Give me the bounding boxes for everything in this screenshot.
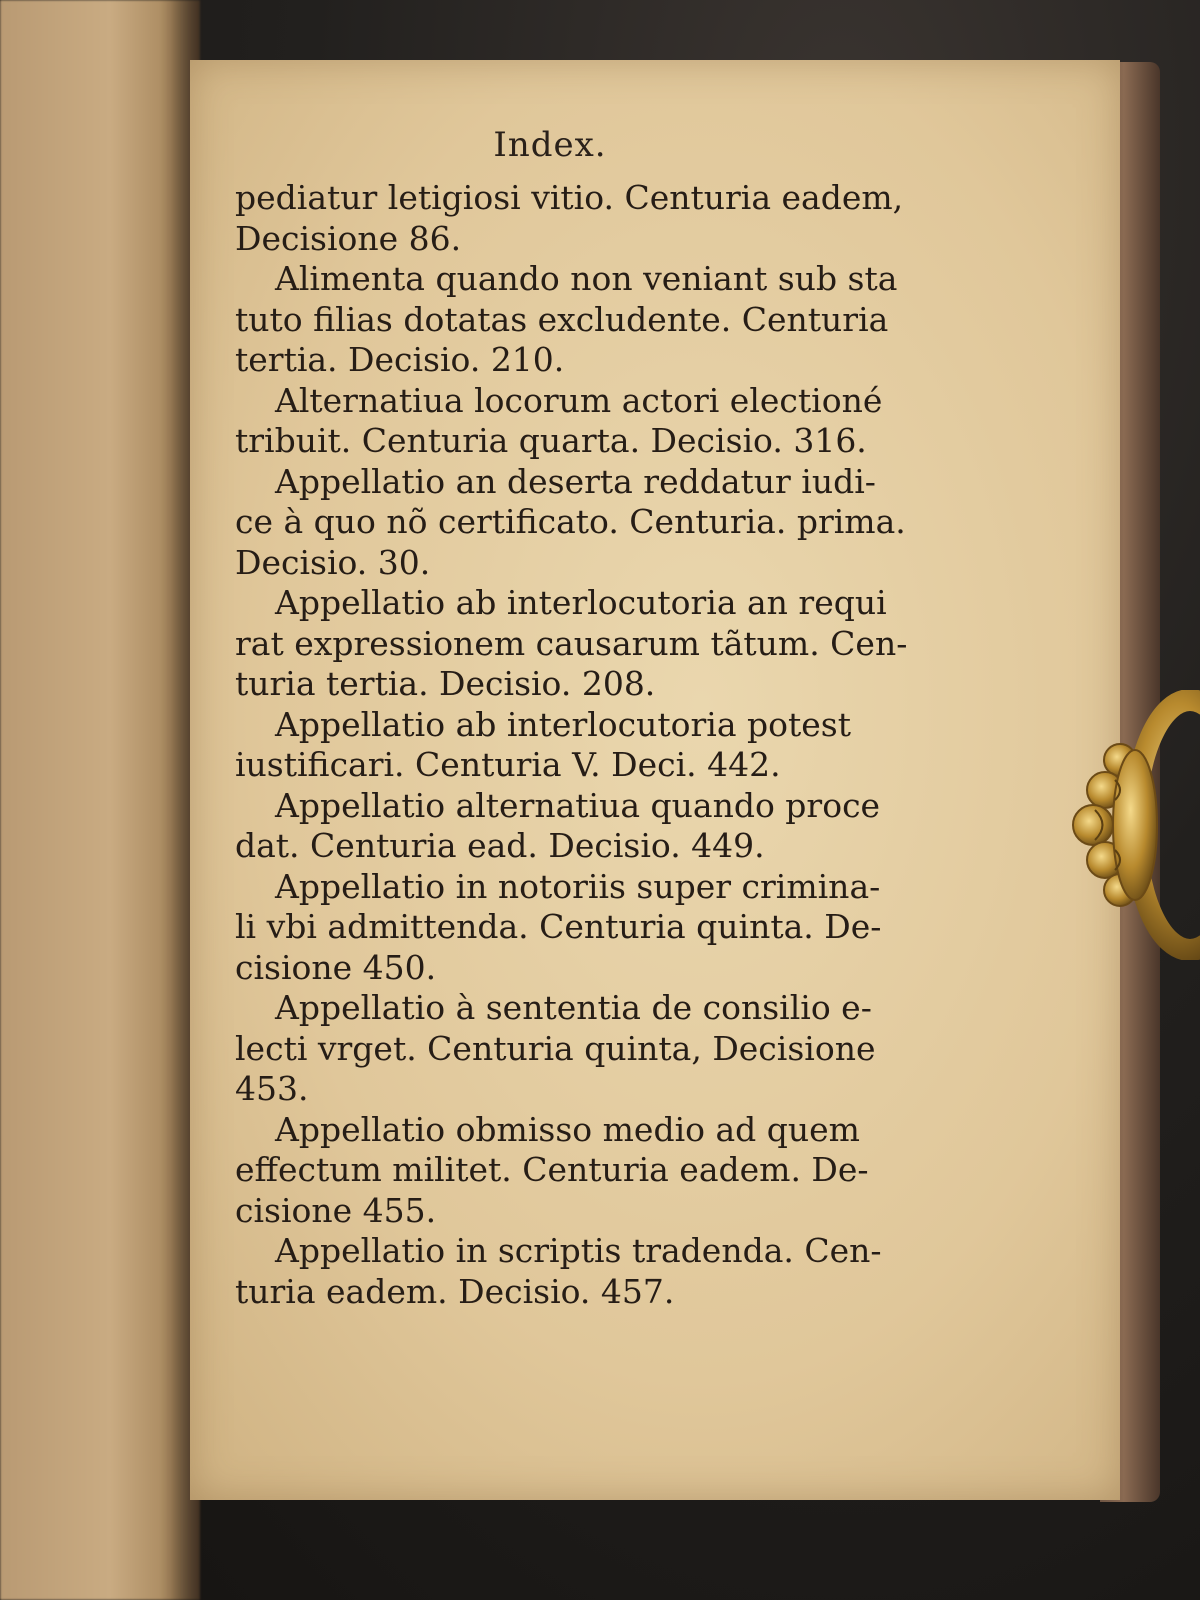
index-line: lecti vrget. Centuria quinta, Decisione — [235, 1028, 876, 1068]
index-line: Decisione 86. — [235, 218, 462, 258]
index-line: Appellatio in notoriis super crimina- — [275, 866, 881, 906]
index-line: Alimenta quando non veniant sub sta — [275, 259, 898, 298]
index-line: rat expressionem causarum tãtum. Cen- — [235, 623, 908, 663]
index-line: cisione 455. — [235, 1190, 437, 1230]
index-line: ce à quo nõ certificato. Centuria. prima. — [235, 502, 906, 541]
index-line: li vbi admittenda. Centuria quinta. De- — [235, 907, 882, 946]
index-line: Appellatio in scriptis tradenda. Cen- — [275, 1231, 882, 1270]
index-line: turia tertia. Decisio. 208. — [235, 664, 656, 703]
index-line: Appellatio ab interlocutoria potest — [275, 704, 851, 744]
index-line: Appellatio alternatiua quando proce — [275, 785, 881, 825]
index-line: Alternatiua locorum actori electioné — [275, 380, 883, 420]
index-line: Appellatio obmisso medio ad quem — [275, 1109, 860, 1149]
index-line: tertia. Decisio. 210. — [235, 340, 565, 379]
index-line: 453. — [235, 1069, 309, 1108]
index-line: pediatur letigiosi vitio. Centuria eadem, — [235, 178, 904, 217]
running-head: Index. — [493, 125, 607, 165]
gilt-clasp-ornament-icon — [1065, 690, 1200, 960]
index-line: Appellatio à sententia de consilio e- — [275, 988, 872, 1027]
index-line: turia eadem. Decisio. 457. — [235, 1271, 675, 1311]
index-text — [235, 178, 908, 1312]
facing-page-left — [0, 0, 200, 1600]
index-line: effectum militet. Centuria eadem. De- — [235, 1150, 869, 1189]
index-line: tribuit. Centuria quarta. Decisio. 316. — [235, 421, 867, 460]
index-line: Appellatio an deserta reddatur iudi- — [275, 461, 876, 501]
index-line: Decisio. 30. — [235, 542, 431, 582]
index-line: iustificari. Centuria V. Deci. 442. — [235, 745, 781, 784]
index-line: dat. Centuria ead. Decisio. 449. — [235, 826, 765, 865]
index-line: cisione 450. — [235, 947, 437, 987]
book-page — [190, 60, 1120, 1500]
index-line: tuto filias dotatas excludente. Centuria — [235, 299, 889, 339]
index-line: Appellatio ab interlocutoria an requi — [275, 583, 887, 622]
